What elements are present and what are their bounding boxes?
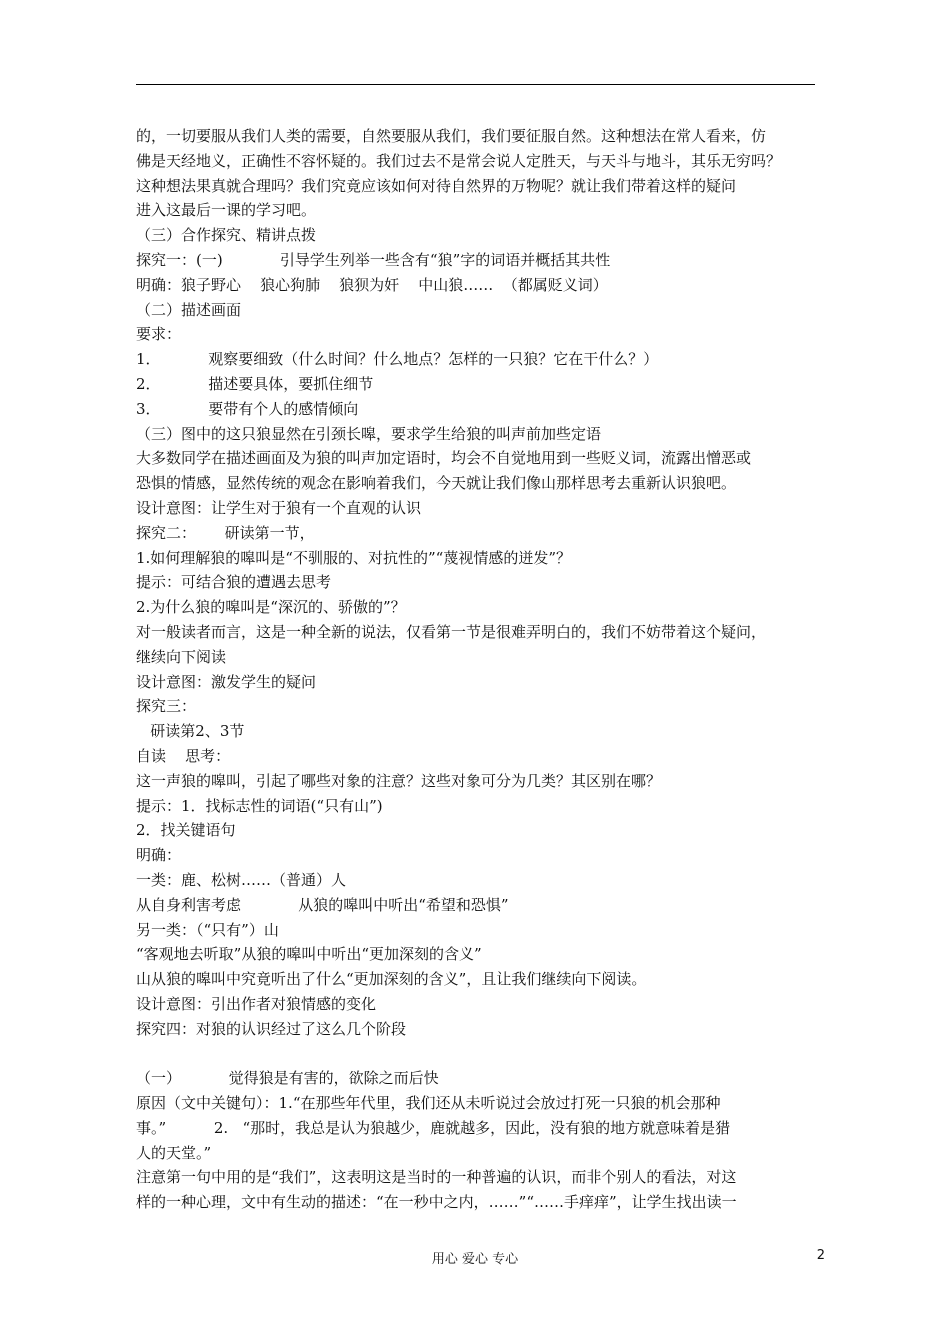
text-line: 明确：狼子野心 狼心狗肺 狼狈为奸 中山狼…… （都属贬义词） [136, 275, 608, 294]
text-line: 这种想法果真就合理吗？我们究竟应该如何对待自然界的万物呢？就让我们带着这样的疑问 [136, 176, 737, 195]
text-line: 的，一切要服从我们人类的需要，自然要服从我们，我们要征服自然。这种想法在常人看来，仿 [136, 127, 767, 145]
text-line: 3． 要带有个人的感情倾向 [136, 399, 359, 418]
text-line: （三）合作探究、精讲点拨 [136, 226, 317, 245]
text-line: 从自身利害考虑 从狼的嗥叫中听出“希望和恐惧” [136, 895, 509, 914]
text-line: 2．找关键语句 [136, 821, 236, 840]
text-line: 另一类：（“只有”）山 [136, 920, 279, 939]
text-line: 自读 思考： [136, 746, 231, 765]
text-line: 大多数同学在描述画面及为狼的叫声加定语时，均会不自觉地用到一些贬义词，流露出憎恶或 [136, 449, 752, 468]
text-line: （三）图中的这只狼显然在引颈长嗥，要求学生给狼的叫声前加些定语 [136, 424, 602, 443]
text-line: （二）描述画面 [136, 300, 242, 319]
text-block-top [136, 124, 816, 1041]
text-line: 探究一：(一) 引导学生列举一些含有“狼”字的词语并概括其共性 [136, 250, 611, 269]
text-line: 1.如何理解狼的嗥叫是“不驯服的、对抗性的”“蔑视情感的迸发”？ [136, 548, 571, 567]
text-line: 佛是天经地义，正确性不容怀疑的。我们过去不是常会说人定胜天，与天斗与地斗，其乐无穷吗？ [136, 151, 782, 170]
text-line: 进入这最后一课的学习吧。 [136, 201, 317, 220]
text-line: 继续向下阅读 [136, 647, 227, 666]
text-line: 2． 描述要具体，要抓住细节 [136, 374, 374, 393]
page-number: 2 [816, 1248, 825, 1263]
text-line: 要求： [136, 325, 182, 344]
text-line: 探究二： 研读第一节， [136, 523, 315, 542]
footer-motto: 用心 爱心 专心 [431, 1252, 519, 1267]
text-line: 探究四：对狼的认识经过了这么几个阶段 [136, 1019, 407, 1038]
text-line: 1． 观察要细致（什么时间？什么地点？怎样的一只狼？它在干什么？） [136, 350, 659, 369]
text-line: 研读第2、3节 [136, 722, 245, 741]
paragraph-gap [136, 1041, 816, 1066]
text-line: 提示：1．找标志性的词语(“只有山”) [136, 796, 383, 815]
text-block-bottom [136, 1066, 816, 1215]
text-line: 设计意图：引出作者对狼情感的变化 [136, 994, 377, 1013]
text-line: 对一般读者而言，这是一种全新的说法，仅看第一节是很难弄明白的，我们不妨带着这个疑问， [136, 622, 767, 641]
text-line: 原因（文中关键句）：1.“在那些年代里，我们还从未听说过会放过打死一只狼的机会那种 [136, 1094, 721, 1113]
text-line: “客观地去听取”从狼的嗥叫中听出“更加深刻的含义” [136, 945, 482, 964]
text-line: 提示：可结合狼的遭遇去思考 [136, 573, 332, 592]
text-line: 事。” 2. “那时，我总是认为狼越少，鹿就越多，因此，没有狼的地方就意味着是猎 [136, 1118, 731, 1137]
page-body [136, 124, 816, 1215]
header-rule [136, 84, 815, 85]
text-line: 人的天堂。” [136, 1143, 212, 1162]
text-line: 恐惧的情感，显然传统的观念在影响着我们，今天就让我们像山那样思考去重新认识狼吧。 [136, 474, 737, 493]
text-line: 一类：鹿、松树……（普通）人 [136, 870, 347, 889]
text-line: 设计意图：激发学生的疑问 [136, 672, 317, 691]
text-line: 设计意图：让学生对于狼有一个直观的认识 [136, 498, 422, 517]
text-line: 探究三： [136, 697, 197, 716]
text-line: 注意第一句中用的是“我们”，这表明这是当时的一种普遍的认识，而非个别人的看法，对这 [136, 1168, 737, 1187]
text-line: 2.为什么狼的嗥叫是“深沉的、骄傲的”？ [136, 598, 406, 617]
text-line: 样的一种心理，文中有生动的描述：“在一秒中之内，……”“……手痒痒”，让学生找出读一 [136, 1193, 737, 1212]
text-line: 这一声狼的嗥叫，引起了哪些对象的注意？这些对象可分为几类？其区别在哪？ [136, 771, 662, 790]
text-line: 山从狼的嗥叫中究竟听出了什么“更加深刻的含义”，且让我们继续向下阅读。 [136, 970, 647, 989]
text-line: 明确： [136, 846, 182, 865]
text-line: （一） 觉得狼是有害的，欲除之而后快 [136, 1069, 439, 1088]
